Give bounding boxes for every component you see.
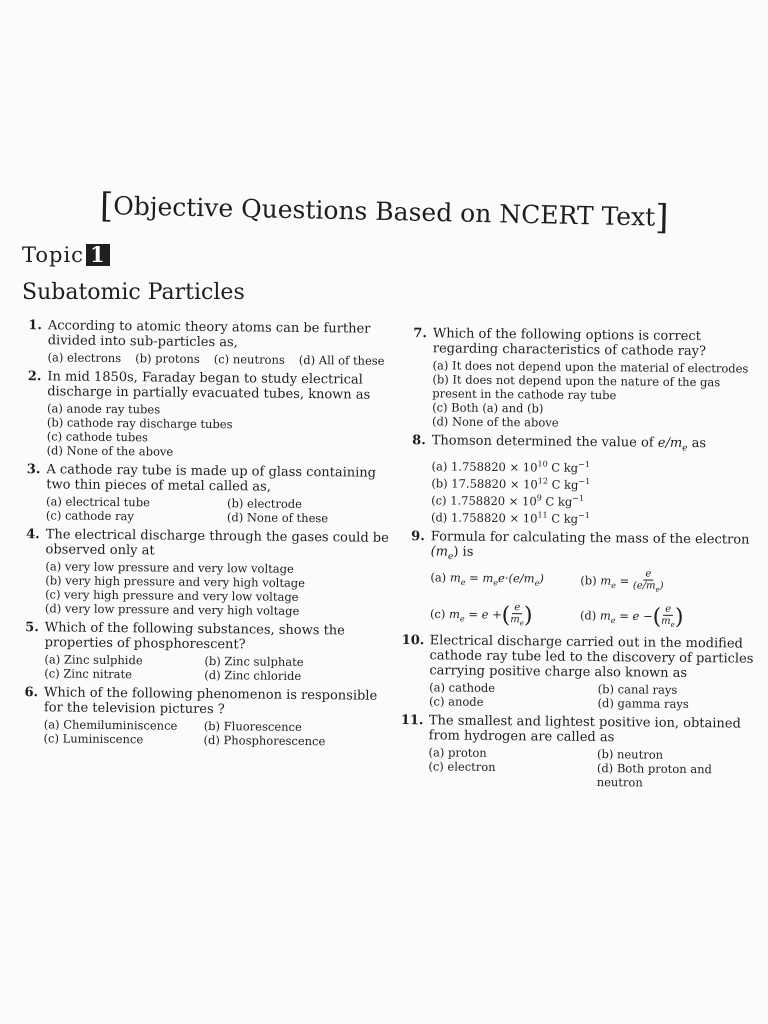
question-text: A cathode ray tube is made up of glass containing two thin pieces of metal called as,: [46, 462, 377, 495]
option-c: (c) very high pressure and very low voltage: [45, 587, 299, 604]
question-number: 5.: [25, 620, 39, 636]
question-number: 7.: [413, 326, 427, 342]
formula-options: [430, 566, 758, 631]
fraction: $\frac{e}{m_e}$: [510, 602, 524, 628]
question-text: In mid 1850s, Faraday began to study electrical discharge in partially evacuated tubes, known as: [47, 369, 371, 403]
option-a: (a) cathode: [429, 680, 496, 696]
options: [44, 652, 396, 684]
option-b: (b) neutron: [596, 747, 664, 762]
topic-number-badge: 1: [86, 244, 110, 266]
question-number: 11.: [400, 713, 424, 729]
option-d: (d) $m_e = e$ −( $\frac{e}{m_e}$ ): [579, 603, 684, 631]
fraction: $\frac{e}{(e/m_e)}$: [632, 568, 664, 594]
option-d: (d) None of the above: [431, 414, 559, 430]
question-number: 3.: [26, 462, 41, 478]
option-c: (c) Luminiscence: [43, 731, 144, 747]
options: [46, 494, 398, 526]
option-d: (d) very low pressure and very high voltage: [44, 601, 300, 618]
option-a: (a) electrons: [47, 350, 122, 366]
option-d: (d) None of these: [226, 510, 329, 526]
question-text: Electrical discharge carried out in the modified cathode ray tube led to the discovery of particles carrying positive charge also known as: [429, 633, 754, 682]
option-c: (c) cathode tubes: [46, 429, 149, 445]
section-heading: [100, 186, 701, 239]
option-b: (b) It does not depend upon the nature of the gas present in the cathode ray tube: [432, 372, 721, 403]
topic-word: Topic: [22, 243, 84, 267]
option-b: (b) $m_e$ = $\frac{e}{(e/m_e)}$: [580, 568, 757, 597]
option-d: (d) Phosphorescence: [203, 732, 326, 749]
option-c: (c) neutrons: [213, 352, 285, 367]
option-d: (d) Zinc chloride: [204, 667, 302, 683]
left-column: [15, 318, 400, 754]
question-text: The electrical discharge through the gases could be observed only at: [45, 527, 389, 559]
question-text: Formula for calculating the mass of the electron $(m_e)$ is: [430, 528, 750, 562]
option-a: (a) anode ray tubes: [46, 401, 161, 417]
option-b: (b) cathode ray discharge tubes: [46, 415, 233, 432]
options: [45, 559, 398, 619]
option-b: (b) protons: [135, 351, 200, 366]
option-c: (c) $m_e = e$ +( $\frac{e}{m_e}$ ): [429, 602, 533, 629]
option-d: (d) Both proton and neutron: [596, 761, 713, 790]
question-number: 10.: [401, 633, 425, 649]
option-c: (c) electron: [428, 759, 496, 775]
question-text: The smallest and lightest positive ion, obtained from hydrogen are called as: [428, 713, 741, 746]
option-c: (c) Both (a) and (b): [432, 400, 544, 416]
topic-label: [22, 243, 110, 267]
question-8: [403, 433, 759, 527]
option-a: (a) $1.758820 \times 10^{10}$ C $kg^{-1}$: [431, 458, 590, 475]
question-text: According to atomic theory atoms can be further divided into sub-particles as,: [47, 318, 371, 351]
option-d: (d) None of the above: [46, 443, 174, 459]
question-9: [402, 529, 758, 632]
question-number: 4.: [26, 527, 40, 543]
question-2: [19, 369, 400, 461]
option-a: (a) Zinc sulphide: [44, 652, 143, 668]
option-b: (b) Zinc sulphate: [204, 653, 304, 669]
options: [47, 401, 400, 461]
option-b: (b) canal rays: [597, 682, 678, 698]
question-6: [16, 685, 397, 749]
option-c: (c) Zinc nitrate: [44, 666, 133, 682]
options: [432, 358, 760, 431]
option-b: (b) $17.58820 \times 10^{12}$ C $kg^{-1}$: [431, 475, 591, 492]
question-7: [404, 326, 760, 432]
question-number: 9.: [411, 528, 425, 544]
options: [431, 456, 759, 527]
option-c: (c) $1.758820 \times 10^9$ C $kg^{-1}$: [431, 492, 585, 509]
options: [48, 350, 400, 368]
options: [44, 717, 396, 749]
option-c: (c) anode: [428, 694, 484, 710]
option-a: (a) It does not depend upon the material of electrodes: [432, 358, 749, 376]
question-text: Thomson determined the value of $e/m_e$ as: [431, 433, 707, 454]
option-a: (a) $m_e = m_ee\cdot(e/m_e)$: [430, 570, 544, 588]
question-11: [400, 713, 756, 791]
question-text: Which of the following substances, shows the properties of phosphorescent?: [44, 620, 345, 653]
option-b: (b) electrode: [226, 496, 303, 511]
heading-title: Objective Questions Based on NCERT Text: [112, 191, 656, 232]
question-number: 8.: [412, 433, 426, 449]
option-a: (a) electrical tube: [46, 494, 150, 510]
option-a: (a) very low pressure and very low voltage: [45, 559, 294, 576]
option-a: (a) Chemiluminiscence: [43, 717, 178, 733]
option-b: (b) very high pressure and very high voltage: [45, 573, 306, 590]
question-10: [401, 633, 757, 712]
option-c: (c) cathode ray: [45, 508, 135, 524]
bracket-open: [: [99, 186, 114, 227]
question-3: [18, 462, 399, 526]
question-text: Which of the following options is correct regarding characteristics of cathode ray?: [432, 326, 707, 360]
option-d: (d) All of these: [298, 352, 385, 368]
right-column: [400, 326, 760, 796]
question-4: [17, 527, 398, 619]
question-1: [20, 318, 400, 368]
topic-title: Subatomic Particles: [22, 280, 245, 305]
options: [428, 745, 755, 790]
option-b: (b) Fluorescence: [203, 718, 302, 734]
question-number: 6.: [24, 685, 39, 701]
question-5: [16, 620, 397, 684]
question-text: Which of the following phenomenon is responsible for the television pictures ?: [43, 685, 378, 718]
bracket-close: ]: [654, 197, 669, 238]
question-number: 1.: [28, 318, 42, 334]
options: [429, 680, 756, 711]
question-number: 2.: [27, 369, 42, 385]
option-d: (d) gamma rays: [597, 696, 689, 712]
option-d: (d) $1.758820 \times 10^{11}$ C $kg^{-1}$: [430, 509, 590, 526]
fraction: $\frac{e}{m_e}$: [661, 603, 675, 630]
option-a: (a) proton: [428, 745, 487, 761]
